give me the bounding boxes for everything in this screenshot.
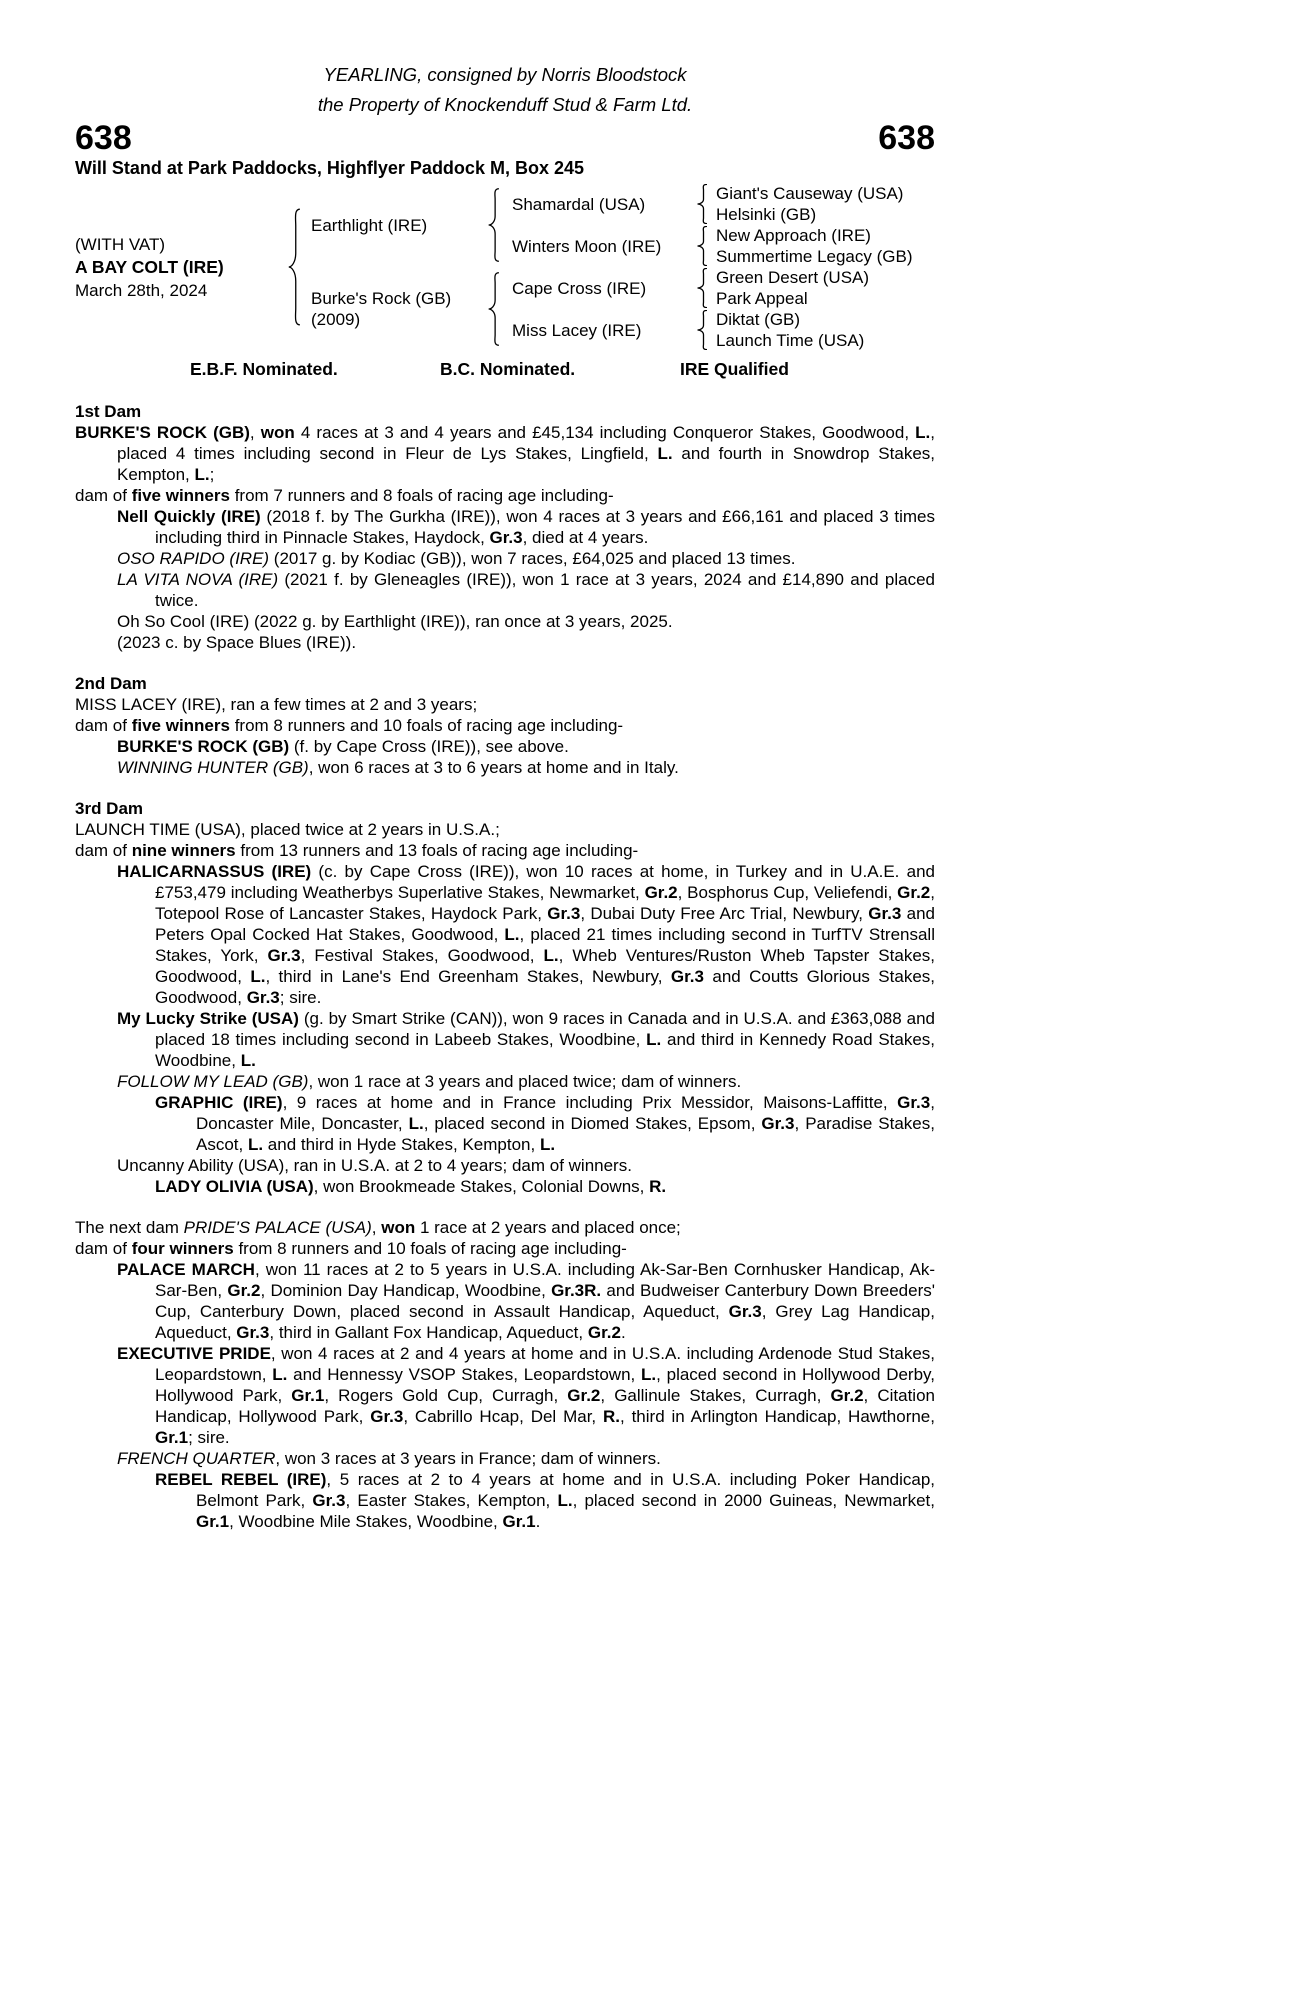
text-run: and Budweiser Canterbury Down Breeders' Cup, Canterbury Down, placed second in Assault Handicap, Aqueduct,	[155, 1281, 935, 1321]
text-run: ,	[371, 1218, 382, 1237]
catalogue-paragraph	[75, 548, 935, 569]
consignor-line-1: YEARLING, consigned by Norris Bloodstock	[323, 64, 687, 85]
text-run: Gr.2	[227, 1281, 261, 1300]
great-granddam-name: Park Appeal	[716, 289, 808, 308]
dam-year: (2009)	[311, 310, 361, 329]
text-run: Gr.1	[291, 1386, 325, 1405]
text-run: Gr.3	[236, 1323, 270, 1342]
text-run: Gr.1	[155, 1428, 189, 1447]
text-run: (2023 c. by Space Blues (IRE)).	[117, 633, 357, 652]
text-run: ; sire.	[188, 1428, 230, 1447]
text-run: PALACE MARCH	[117, 1260, 255, 1279]
sire-sire-group	[500, 183, 961, 225]
bc-nomination: B.C. Nominated.	[440, 359, 576, 379]
text-run: dam of	[75, 841, 132, 860]
text-run: L.	[504, 925, 520, 944]
lot-number-right: 638	[878, 119, 935, 157]
text-run: ,	[249, 423, 261, 442]
vat-note: (WITH VAT)	[75, 234, 166, 254]
text-run: from 7 runners and 8 foals of racing age including-	[229, 486, 614, 505]
dam-dam-group	[500, 309, 961, 351]
text-run: L.	[539, 1135, 556, 1154]
catalogue-paragraph	[75, 1448, 935, 1469]
great-granddam-name: Summertime Legacy (GB)	[716, 247, 913, 266]
text-run: Gr.1	[196, 1512, 230, 1531]
text-run: REBEL REBEL (IRE)	[155, 1470, 327, 1489]
dam-name: Burke's Rock (GB)	[311, 289, 452, 308]
text-run: HALICARNASSUS (IRE)	[117, 862, 312, 881]
text-run: , Easter Stakes, Kempton,	[345, 1491, 558, 1510]
text-run: , 9 races at home and in France including Prix Messidor, Maisons-Laffitte,	[282, 1093, 898, 1112]
text-run: and Peters Opal Cocked Hat Stakes, Goodwood,	[155, 904, 935, 944]
catalogue-paragraph	[75, 1238, 935, 1259]
text-run: L.	[250, 967, 266, 986]
text-run: .	[535, 1512, 541, 1531]
ebf-nomination: E.B.F. Nominated.	[190, 359, 338, 379]
text-run: L.	[557, 1491, 573, 1510]
great-grandsire-name: Giant's Causeway (USA)	[716, 184, 904, 203]
foal-date: March 28th, 2024	[75, 280, 208, 300]
text-run: , Festival Stakes, Goodwood,	[300, 946, 544, 965]
catalogue-paragraph	[75, 485, 935, 506]
text-run: , won 1 race at 3 years and placed twice; dam of winners.	[308, 1072, 742, 1091]
text-run: L.	[657, 444, 673, 463]
text-run: (2021 f. by Gleneagles (IRE)), won 1 race at 3 years, 2024 and £14,890 and placed twice.	[155, 570, 935, 610]
catalogue-paragraph	[75, 1008, 935, 1071]
text-run: Gr.3	[761, 1114, 795, 1133]
text-run: WINNING HUNTER (GB)	[117, 758, 309, 777]
text-run: , Dominion Day Handicap, Woodbine,	[260, 1281, 552, 1300]
text-run: Gr.2	[587, 1323, 621, 1342]
text-run: , Grey Lag Handicap, Aqueduct,	[155, 1302, 935, 1342]
text-run: , placed second in 2000 Guineas, Newmarket,	[572, 1491, 935, 1510]
text-run: Gr.3	[728, 1302, 762, 1321]
text-run: , third in Arlington Handicap, Hawthorne,	[620, 1407, 935, 1426]
catalogue-paragraph	[75, 1217, 935, 1238]
lot-number-row	[75, 120, 935, 156]
text-run: dam of	[75, 1239, 132, 1258]
brace	[696, 310, 708, 350]
catalogue-paragraph	[75, 1155, 935, 1176]
catalogue-page	[75, 0, 935, 1532]
text-run: L.	[272, 1365, 288, 1384]
text-run: FRENCH QUARTER	[117, 1449, 276, 1468]
great-granddam-name: Helsinki (GB)	[716, 205, 817, 224]
catalogue-paragraph	[75, 569, 935, 611]
text-run: ;	[209, 465, 215, 484]
text-run: Gr.3	[547, 904, 581, 923]
text-run: Gr.3	[868, 904, 902, 923]
text-run: , placed second in Diomed Stakes, Epsom,	[423, 1114, 762, 1133]
text-run: Gr.3	[267, 946, 301, 965]
text-run: ; sire.	[279, 988, 322, 1007]
brace	[487, 188, 500, 262]
horse-title: A BAY COLT (IRE)	[75, 256, 224, 277]
catalogue-paragraph	[75, 1259, 935, 1343]
lot-number-left: 638	[75, 119, 132, 157]
text-run: L.	[194, 465, 210, 484]
text-run: , Woodbine Mile Stakes, Woodbine,	[229, 1512, 503, 1531]
great-granddam-name: Launch Time (USA)	[716, 331, 865, 350]
text-run: FOLLOW MY LEAD (GB)	[117, 1072, 309, 1091]
text-run: Gr.3	[670, 967, 704, 986]
granddam-name: Miss Lacey (IRE)	[512, 320, 642, 340]
granddam-name: Winters Moon (IRE)	[512, 236, 662, 256]
text-run: from 8 runners and 10 foals of racing age including-	[229, 716, 624, 735]
text-run: Gr.2	[830, 1386, 864, 1405]
text-run: L.	[915, 423, 931, 442]
catalogue-paragraph	[75, 736, 935, 757]
text-run: My Lucky Strike (USA)	[117, 1009, 299, 1028]
text-run: nine winners	[131, 841, 236, 860]
text-run: 1 race at 2 years and placed once;	[415, 1218, 681, 1237]
text-run: , Doncaster Mile, Doncaster,	[196, 1093, 935, 1133]
pedigree-section	[75, 401, 935, 653]
text-run: BURKE'S ROCK (GB)	[75, 423, 250, 442]
text-run: Gr.3R.	[551, 1281, 602, 1300]
section-heading: 1st Dam	[75, 402, 142, 421]
text-run: dam of	[75, 716, 132, 735]
text-run: and Coutts Glorious Stakes, Goodwood,	[155, 967, 935, 1007]
text-run: 4 races at 3 and 4 years and £45,134 including Conqueror Stakes, Goodwood,	[294, 423, 916, 442]
text-run: , Rogers Gold Cup, Curragh,	[324, 1386, 568, 1405]
text-run: dam of	[75, 486, 132, 505]
ire-qualified: IRE Qualified	[680, 359, 789, 379]
text-run: LAUNCH TIME (USA), placed twice at 2 years in U.S.A.;	[75, 820, 500, 839]
text-run: , Gallinule Stakes, Curragh,	[600, 1386, 831, 1405]
catalogue-paragraph	[75, 1071, 935, 1092]
text-run: Gr.3	[246, 988, 280, 1007]
text-run: The next dam	[75, 1218, 184, 1237]
brace	[287, 208, 301, 326]
text-run: PRIDE'S PALACE (USA)	[183, 1218, 372, 1237]
text-run: , placed 21 times including second in TurfTV Strensall Stakes, York,	[155, 925, 935, 965]
brace	[487, 272, 500, 346]
text-run: Gr.3	[370, 1407, 404, 1426]
text-run: L.	[408, 1114, 424, 1133]
text-run: , won 4 races at 2 and 4 years at home and in U.S.A. including Ardenode Stud Stakes, Leopardstown,	[155, 1344, 935, 1384]
text-run: L.	[641, 1365, 657, 1384]
text-run: Nell Quickly (IRE)	[117, 507, 261, 526]
text-run: , won Brookmeade Stakes, Colonial Downs,	[313, 1177, 650, 1196]
text-run: from 8 runners and 10 foals of racing age including-	[233, 1239, 627, 1258]
catalogue-paragraph	[75, 1176, 935, 1197]
pedigree-section	[75, 798, 935, 1197]
text-run: LADY OLIVIA (USA)	[155, 1177, 314, 1196]
catalogue-paragraph	[75, 611, 935, 632]
sire-group	[301, 183, 961, 267]
text-run: (2018 f. by The Gurkha (IRE)), won 4 races at 3 years and £66,161 and placed 3 times including third in Pinnacle Stakes, Haydock,	[155, 507, 936, 547]
catalogue-paragraph	[75, 819, 935, 840]
section-heading: 2nd Dam	[75, 674, 147, 693]
catalogue-sections	[75, 401, 935, 1532]
dam-group	[301, 267, 961, 351]
text-run: won	[381, 1218, 416, 1237]
text-run: L.	[247, 1135, 264, 1154]
text-run: Uncanny Ability (USA), ran in U.S.A. at 2 to 4 years; dam of winners.	[117, 1156, 632, 1175]
great-grandsire-name: New Approach (IRE)	[716, 226, 871, 245]
text-run: , Paradise Stakes, Ascot,	[196, 1114, 935, 1154]
catalogue-paragraph	[75, 1092, 935, 1155]
text-run: won	[260, 423, 295, 442]
text-run: OSO RAPIDO (IRE)	[117, 549, 270, 568]
catalogue-paragraph	[75, 694, 935, 715]
text-run: , Wheb Ventures/Ruston Wheb Tapster Stakes, Goodwood,	[155, 946, 935, 986]
great-grandsire-name: Diktat (GB)	[716, 310, 801, 329]
catalogue-paragraph	[75, 632, 935, 653]
brace	[696, 268, 708, 308]
text-run: , placed second in Hollywood Derby, Hollywood Park,	[155, 1365, 936, 1405]
text-run: Gr.3	[897, 1093, 931, 1112]
text-run: Gr.2	[897, 883, 931, 902]
text-run: and third in Hyde Stakes, Kempton,	[263, 1135, 540, 1154]
text-run: Oh So Cool (IRE) (2022 g. by Earthlight (IRE)), ran once at 3 years, 2025.	[117, 612, 673, 631]
text-run: , 5 races at 2 to 4 years at home and in U.S.A. including Poker Handicap, Belmont Park,	[196, 1470, 935, 1510]
catalogue-paragraph	[75, 1469, 935, 1532]
dam-sire-group	[500, 267, 961, 309]
catalogue-paragraph	[75, 1343, 935, 1448]
catalogue-paragraph	[75, 506, 935, 548]
text-run: and fourth in Snowdrop Stakes, Kempton,	[117, 444, 935, 484]
text-run: L.	[543, 946, 559, 965]
text-run: (c. by Cape Cross (IRE)), won 10 races at home, in Turkey and in U.A.E. and £753,479 including Weatherbys Superlative Stakes, Newmarket,	[155, 862, 935, 902]
stand-location: Will Stand at Park Paddocks, Highflyer Paddock M, Box 245	[75, 158, 584, 178]
text-run: R.	[603, 1407, 620, 1426]
sire-dam-group	[500, 225, 961, 267]
text-run: , died at 4 years.	[522, 528, 649, 547]
sire-name: Earthlight (IRE)	[311, 215, 428, 235]
text-run: , third in Gallant Fox Handicap, Aqueduct,	[269, 1323, 588, 1342]
text-run: LA VITA NOVA (IRE)	[117, 570, 279, 589]
catalogue-paragraph	[75, 757, 935, 778]
text-run: L.	[646, 1030, 662, 1049]
great-grandsire-name: Green Desert (USA)	[716, 268, 870, 287]
text-run: four winners	[131, 1239, 234, 1258]
catalogue-paragraph	[75, 715, 935, 736]
text-run: .	[620, 1323, 626, 1342]
text-run: (2017 g. by Kodiac (GB)), won 7 races, £64,025 and placed 13 times.	[269, 549, 796, 568]
text-run: L.	[240, 1051, 256, 1070]
text-run: , Bosphorus Cup, Veliefendi,	[677, 883, 898, 902]
text-run: GRAPHIC (IRE)	[155, 1093, 283, 1112]
text-run: , Cabrillo Hcap, Del Mar,	[403, 1407, 603, 1426]
text-run: , Totepool Rose of Lancaster Stakes, Haydock Park,	[155, 883, 935, 923]
text-run: Gr.2	[644, 883, 678, 902]
text-run: (g. by Smart Strike (CAN)), won 9 races in Canada and in U.S.A. and £363,088 and placed 18 times including second in Labeeb Stakes, Woodbine,	[155, 1009, 935, 1049]
brace	[696, 184, 708, 224]
consignor-line-2: the Property of Knockenduff Stud & Farm Ltd.	[317, 94, 693, 115]
text-run: MISS LACEY (IRE), ran a few times at 2 and 3 years;	[75, 695, 478, 714]
text-run: from 13 runners and 13 foals of racing age including-	[235, 841, 639, 860]
text-run: (f. by Cape Cross (IRE)), see above.	[289, 737, 569, 756]
text-run: , won 6 races at 3 to 6 years at home and in Italy.	[308, 758, 679, 777]
catalogue-paragraph	[75, 861, 935, 1008]
pedigree-table	[75, 183, 935, 351]
text-run: BURKE'S ROCK (GB)	[117, 737, 290, 756]
text-run: and third in Kennedy Road Stakes, Woodbine,	[155, 1030, 936, 1070]
brace	[696, 226, 708, 266]
section-heading: 3rd Dam	[75, 799, 144, 818]
text-run: EXECUTIVE PRIDE	[117, 1344, 271, 1363]
nominations-row	[75, 359, 935, 380]
text-run: and Hennessy VSOP Stakes, Leopardstown,	[287, 1365, 642, 1384]
pedigree-section	[75, 673, 935, 778]
text-run: five winners	[131, 716, 230, 735]
grandsire-name: Shamardal (USA)	[512, 194, 646, 214]
text-run: , Dubai Duty Free Arc Trial, Newbury,	[580, 904, 869, 923]
text-run: Gr.3	[489, 528, 523, 547]
catalogue-paragraph	[75, 840, 935, 861]
text-run: five winners	[131, 486, 230, 505]
text-run: , third in Lane's End Greenham Stakes, Newbury,	[265, 967, 671, 986]
text-run: , placed 4 times including second in Fleur de Lys Stakes, Lingfield,	[117, 423, 935, 463]
text-run: Gr.3	[312, 1491, 346, 1510]
text-run: Gr.1	[502, 1512, 536, 1531]
text-run: Gr.2	[567, 1386, 601, 1405]
text-run: , won 3 races at 3 years in France; dam of winners.	[275, 1449, 661, 1468]
text-run: R.	[649, 1177, 667, 1196]
catalogue-paragraph	[75, 422, 935, 485]
grandsire-name: Cape Cross (IRE)	[512, 278, 647, 298]
text-run: , Citation Handicap, Hollywood Park,	[155, 1386, 935, 1426]
text-run: , won 11 races at 2 to 5 years in U.S.A. including Ak-Sar-Ben Cornhusker Handicap, Ak-Sar-Ben,	[155, 1260, 935, 1300]
pedigree-section	[75, 1217, 935, 1532]
